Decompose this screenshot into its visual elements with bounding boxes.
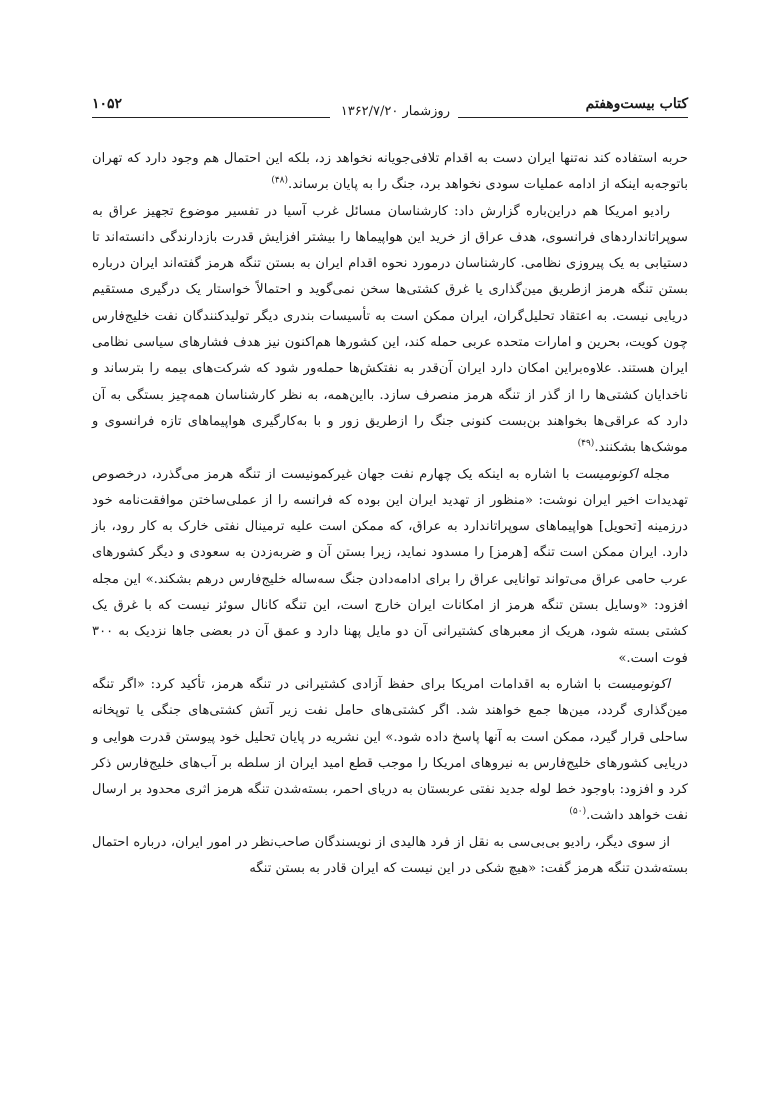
paragraph-4-text: با اشاره به اقدامات امریکا برای حفظ آزادی کشتیرانی در تنگه هرمز، تأکید کرد: «اگر تنگه مین‌گذاری گردد، مین‌ها جمع خواهند شد. اگر کشتی‌های حامل نفت زیر آتش کشتی‌های جنگی یا توپخانه ساحلی قرار گیرد، ممکن است به آنها پاسخ داده شود.» این نشریه در پایان تحلیل خود پیوستن قدرت هوایی و دریایی کشورهای خلیج‌فارس به نیروهای امریکا را موجب قطع امید ایران از سلطه بر آب‌های خلیج‌فارس ذکر کرد و افزود: باوجود خط لوله جدید نفتی عربستان به دریای احمر، بسته‌شدن تنگه هرمز اثری محدود بر ارسال نفت خواهد داشت.: [92, 676, 688, 824]
journal-date: روزشمار ۱۳۶۲/۷/۲۰: [340, 104, 450, 119]
paragraph-2: [92, 199, 688, 462]
document-page: [92, 88, 688, 882]
paragraph-2-text: رادیو امریکا هم دراین‌باره گزارش داد: کارشناسان مسائل غرب آسیا در تفسیر موضوع تجهیز عراق به سوپراتانداردهای فرانسوی، هدف عراق از خرید این هواپیماها را بیشتر افزایش قدرت بازدارندگی دانسته‌اند تا دستیابی به یک پیروزی نظامی. کارشناسان درمورد نحوه اقدام ایران به بستن تنگه هرمز گفته‌اند ایران درباره بستن تنگه هرمز ازطریق مین‌گذاری یا غرق کشتی‌ها سخن نمی‌گوید و احتمالاً خواستار یک درگیری مستقیم دریایی نیست. به اعتقاد تحلیل‌گران، ایران ممکن است به تأسیسات بندری دیگر تولیدکنندگان نفت خلیج‌فارس چون کویت، بحرین و امارات متحده عربی حمله کند، این کشورها هم‌اکنون نیز هدف فشارهای سیاسی نظامی ایران هستند. علاوه‌براین امکان دارد ایران آن‌قدر به نفتکش‌ها حمله‌ور شود که شرکت‌های بیمه را بترساند و ناخدایان کشتی‌ها را از گذر از تنگه هرمز منصرف سازد. بااین‌همه، به نظر کارشناسان همه‌چیز بستگی به آن دارد که عراقی‌ها بخواهند بن‌بست کنونی جنگ را ازطریق زور و با به‌کارگیری هواپیماهای تازه فرانسوی و موشک‌ها بشکنند.: [92, 203, 688, 456]
paragraph-1: [92, 146, 688, 199]
paragraph-5-text: از سوی دیگر، رادیو بی‌بی‌سی به نقل از فرد هالیدی از نویسندگان صاحب‌نظر در امور ایران، درباره احتمال بسته‌شدن تنگه هرمز گفت: «هیچ شکی در این نیست که ایران قادر به بستن تنگه: [92, 834, 688, 877]
header-rule-right: [458, 117, 688, 118]
book-title: کتاب بیست‌وهفتم: [585, 96, 688, 112]
page-header: [92, 88, 688, 122]
paragraph-4: [92, 672, 688, 830]
magazine-name: اکونومیست: [607, 676, 670, 692]
paragraph-3-lead: مجله: [642, 466, 670, 482]
footnote-50: (۵۰): [569, 807, 587, 818]
body-text: [92, 146, 688, 882]
magazine-name: اکونومیست: [574, 466, 638, 482]
paragraph-5: [92, 830, 688, 883]
footnote-48: (۴۸): [271, 175, 289, 186]
header-rule-left: [92, 117, 330, 118]
footnote-49: (۴۹): [577, 438, 595, 449]
page-number: ۱۰۵۲: [92, 96, 123, 112]
paragraph-3: [92, 462, 688, 672]
paragraph-1-text: حربه استفاده کند نه‌تنها ایران دست به اقدام تلافی‌جویانه نخواهد زد، بلکه این احتمال هم وجود دارد که تهران باتوجه‌به اینکه از ادامه عملیات سودی نخواهد برد، جنگ را به پایان برساند.: [92, 151, 688, 193]
paragraph-3-text: با اشاره به اینکه یک چهارم نفت جهان غیرکمونیست از تنگه هرمز می‌گذرد، درخصوص تهدیدات اخیر ایران نوشت: «منظور از تهدید ایران این بوده که فرانسه را از عملی‌ساختن موافقت‌نامه خود درزمینه [تحویل] هواپیماهای سوپراتاندارد به عراق، که ممکن است علیه ترمینال نفتی خارک به کار رود، باز دارد. ایران ممکن است تنگه [هرمز] را مسدود نماید، زیرا بستن آن و ضربه‌زدن به سعودی و دیگر کشورهای عرب حامی عراق می‌تواند توانایی عراق را برای ادامه‌دادن جنگ سه‌ساله خلیج‌فارس درهم بشکند.» این مجله افزود: «وسایل بستن تنگه هرمز از امکانات ایران خارج است، این تنگه کانال سوئز نیست که با غرق یک کشتی بسته شود، هریک از معبرهای کشتیرانی آن دو مایل پهنا دارد و عمق آن در بعضی جاها نزدیک به ۳۰۰ فوت است.»: [92, 466, 688, 666]
